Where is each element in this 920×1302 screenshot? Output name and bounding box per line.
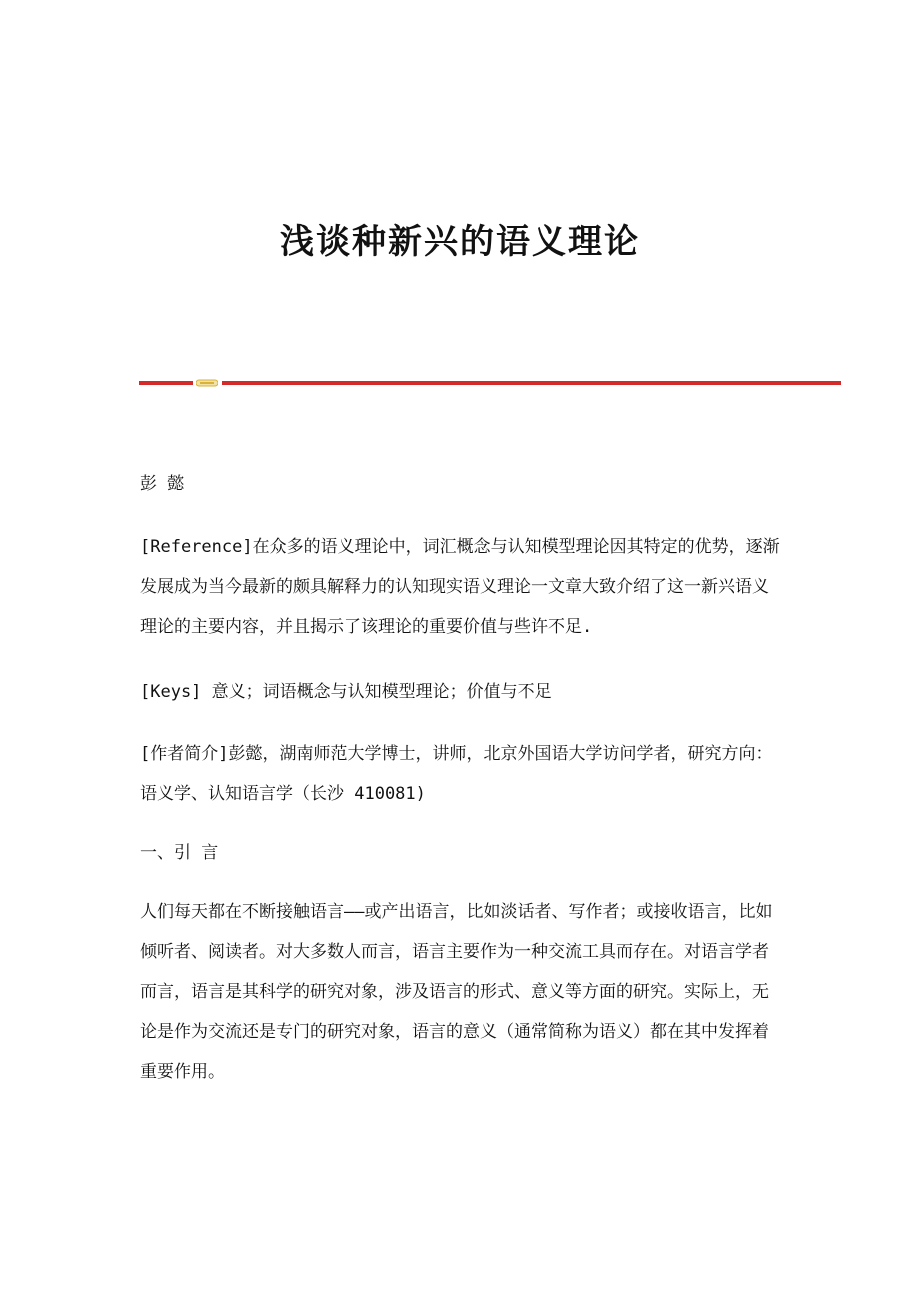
author-name: 彭 懿 [140, 474, 185, 494]
title-divider-right [222, 381, 841, 385]
abstract-paragraph: [Reference]在众多的语义理论中，词汇概念与认知模型理论因其特定的优势，逐渐发展成为当今最新的颇具解释力的认知现实语义理论一文章大致介绍了这一新兴语义理论的主要内容，并且揭示了该理论的重要价值与些许不足. [140, 537, 780, 637]
document-title: 浅谈种新兴的语义理论 [280, 222, 640, 262]
keywords-line: [Keys] 意义；词语概念与认知模型理论；价值与不足 [140, 682, 552, 702]
title-divider-left [139, 381, 193, 385]
divider-ornament-icon [196, 379, 218, 387]
section-heading: 一、引 言 [140, 843, 219, 863]
author-bio-paragraph: [作者简介]彭懿，湖南师范大学博士，讲师，北京外国语大学访问学者，研究方向：语义学、认知语言学（长沙 410081) [140, 744, 773, 804]
intro-paragraph: 人们每天都在不断接触语言——或产出语言，比如淡话者、写作者；或接收语言，比如倾听者、阅读者。对大多数人而言，语言主要作为一种交流工具而存在。对语言学者而言，语言是其科学的研究对象，涉及语言的形式、意义等方面的研究。实际上，无论是作为交流还是专门的研究对象，语言的意义（通常简称为语义）都在其中发挥着重要作用。 [140, 902, 773, 1082]
